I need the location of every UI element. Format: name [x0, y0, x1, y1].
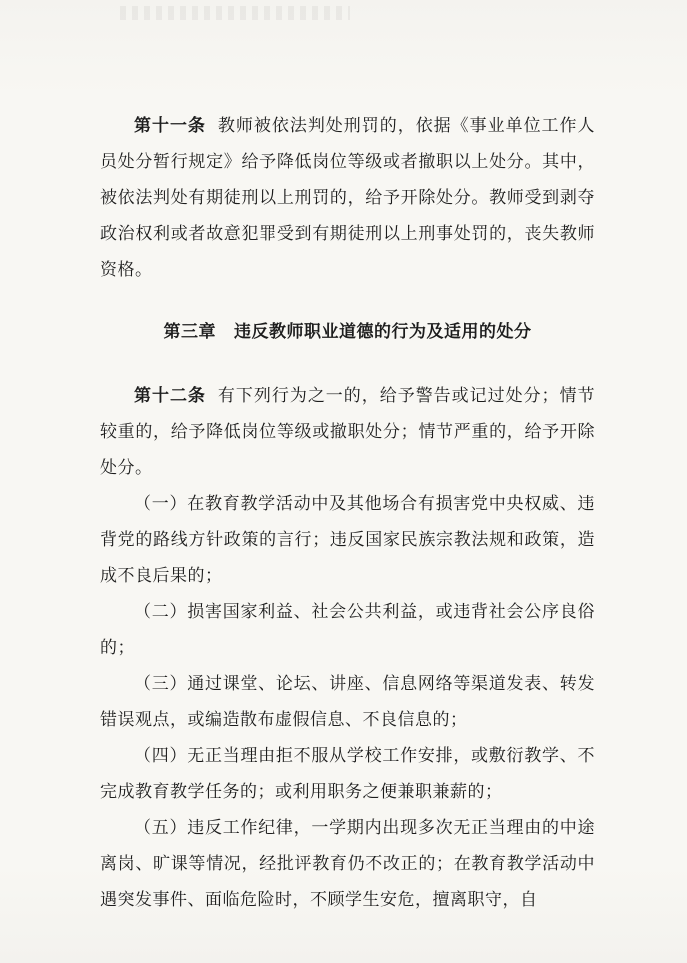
article-12-item-1: （一）在教育教学活动中及其他场合有损害党中央权威、违背党的路线方针政策的言行；违反国家民族宗教法规和政策，造成不良后果的； [100, 494, 595, 586]
article-11 [100, 108, 595, 288]
chapter-title: 违反教师职业道德的行为及适用的处分 [234, 322, 532, 342]
article-11-label: 第十一条 [134, 116, 206, 136]
chapter-number: 第三章 [163, 322, 216, 342]
article-12-label: 第十二条 [134, 386, 206, 406]
article-11-text: 教师被依法判处刑罚的，依据《事业单位工作人员处分暂行规定》给予降低岗位等级或者撤职以上处分。其中，被依法判处有期徒刑以上刑罚的，给予开除处分。教师受到剥夺政治权利或者故意犯罪受到有期徒刑以上刑事处罚的，丧失教师资格。 [100, 116, 596, 280]
scan-artifact [120, 6, 350, 20]
article-12-item-3: （三）通过课堂、论坛、讲座、信息网络等渠道发表、转发错误观点，或编造散布虚假信息、不良信息的； [100, 674, 595, 730]
article-12-item-4: （四）无正当理由拒不服从学校工作安排，或敷衍教学、不完成教育教学任务的；或利用职务之便兼职兼薪的； [100, 746, 595, 802]
document-body [100, 108, 595, 918]
chapter-heading [100, 314, 595, 350]
article-12-item-5: （五）违反工作纪律，一学期内出现多次无正当理由的中途离岗、旷课等情况，经批评教育仍不改正的；在教育教学活动中遇突发事件、面临危险时，不顾学生安危，擅离职守，自 [100, 818, 595, 910]
article-12-text: 有下列行为之一的，给予警告或记过处分；情节较重的，给予降低岗位等级或撤职处分；情节严重的，给予开除处分。 [100, 386, 596, 478]
article-12-item-2: （二）损害国家利益、社会公共利益，或违背社会公序良俗的； [100, 602, 595, 658]
article-12 [100, 378, 595, 486]
